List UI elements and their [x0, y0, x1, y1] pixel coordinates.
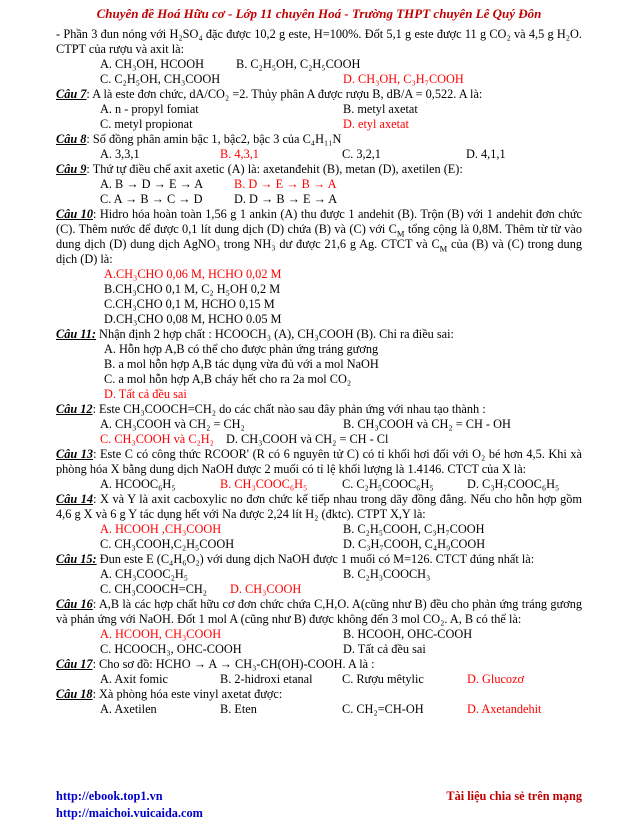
question-18: [56, 687, 582, 702]
question-text: : Este CH₃COOCH=CH₂ do các chất nào sau đây phản ứng với nhau tạo thành :: [92, 401, 486, 416]
option-a: A. CH₃OH, HCOOH: [100, 56, 205, 71]
option-d: D. etyl axetat: [343, 116, 409, 131]
q14-options-row-1: [56, 522, 582, 537]
question-7: [56, 87, 582, 102]
option-d: D. CH₃COOH và CH₂ = CH - Cl: [226, 431, 389, 446]
question-label: Câu 11:: [56, 326, 96, 341]
question-label: Câu 10: [56, 206, 93, 221]
option-a: A. CH₃COOH và CH₂ = CH₂: [100, 416, 245, 431]
question-12: [56, 402, 582, 417]
question-text: : Thứ tự điều chế axit axetic (A) là: axetanđehit (B), metan (D), axetilen (E):: [86, 161, 463, 176]
option-c: C. CH₃COOH,C₂H₅COOH: [100, 536, 235, 551]
question-text: Nhận định 2 hợp chất : HCOOCH₃ (A), CH₃COOH (B). Chỉ ra điều sai:: [95, 326, 454, 341]
intro-options-row-2: [56, 72, 582, 87]
question-16: [56, 597, 582, 627]
option-d: D. Tất cả đều sai: [104, 386, 187, 401]
question-label: Câu 7: [56, 86, 87, 101]
question-text: : A là este đơn chức, dA/CO₂ =2. Thủy phân A được rượu B, dB/A = 0,522. A là:: [86, 86, 483, 101]
q15-options-row-2: [56, 582, 582, 597]
option-d: D. Glucozơ: [467, 671, 525, 686]
question-label: Câu 18: [56, 686, 93, 701]
option-c: C. C₂H₅COOC₆H₅: [342, 476, 434, 491]
footer-link-maichoi[interactable]: http://maichoi.vuicaida.com: [56, 805, 203, 820]
option-d: D. Axetandehit: [467, 701, 542, 716]
option-b: B. 4,3,1: [220, 146, 259, 161]
question-text: : A,B là các hợp chất hữu cơ đơn chức chứa C,H,O. A(cũng như B) đều cho phản ứng tráng gương và phản ứng với NaOH. Đốt 1 mol A (cũng như B) được không đến 3 mol CO₂. A, B có thể là:: [56, 596, 582, 626]
question-text: Đun este E (C₄H₆O₂) với dung dịch NaOH được 1 muối có M=126. CTCT đúng nhất là:: [96, 551, 535, 566]
option-a: A. HCOOH, CH₃COOH: [100, 626, 222, 641]
question-9: [56, 162, 582, 177]
document-page: [56, 6, 582, 717]
question-label: Câu 8: [56, 131, 87, 146]
q12-options-row-2: [56, 432, 582, 447]
q18-options: [56, 702, 582, 717]
option-b: B. Eten: [220, 701, 257, 716]
question-10: [56, 207, 582, 267]
q12-options-row-1: [56, 417, 582, 432]
question-13: [56, 447, 582, 477]
question-11: [56, 327, 582, 342]
option-b: B. C₂H₅COOH, C₃H₇COOH: [343, 521, 485, 536]
question-text: : Xà phòng hóa este vinyl axetat được:: [92, 686, 283, 701]
question-text: : Hidro hóa hoàn toàn 1,56 g 1 ankin (A) thu được 1 andehit (B). Trộn (B) với 1 andehit đơn chức (C). Thêm nước để được 0,1 lít dung dịch (D) chứa (B) và (C) với C: [56, 206, 583, 236]
option-a: A. Axit fomic: [100, 671, 168, 686]
option-c: C. CH₃COOH và C₂H₂: [100, 431, 214, 446]
q7-options-row-2: [56, 117, 582, 132]
question-text: : Số đồng phân amin bậc 1, bậc2, bậc 3 của C₄H₁₁N: [86, 131, 342, 146]
intro-options-row-1: [56, 57, 582, 72]
option-c: C.CH₃CHO 0,1 M, HCHO 0,15 M: [104, 296, 275, 311]
option-b: B. CH₃COOH và CH₂ = CH - OH: [343, 416, 511, 431]
question-label: Câu 13: [56, 446, 94, 461]
footer-link-ebook[interactable]: http://ebook.top1.vn: [56, 789, 163, 803]
question-text: : Este C có công thức RCOOR' (R có 6 nguyên tử C) có tỉ khối hơi đối với O₂ bé hơn 4,5. Khi xà phòng hóa X bằng dung dịch NaOH được 2 muối có tỉ lệ khối lượng là 1.4146. CTCT của X là:: [56, 446, 583, 476]
question-text: : Cho sơ đồ: HCHO → A → CH₃-CH(OH)-COOH. A là :: [92, 656, 375, 671]
question-label: Câu 15:: [56, 551, 97, 566]
question-label: Câu 12: [56, 401, 93, 416]
question-8: [56, 132, 582, 147]
question-text-2: tổng cộng là 0,8M. Thêm từ từ vào dung dịch (D) dung dịch AgNO₃ trong NH₃ dư được 21,6 g Ag. CTCT và C: [56, 221, 582, 251]
option-c: C. 3,2,1: [342, 146, 381, 161]
q16-options-row-1: [56, 627, 582, 642]
option-d: D. C₃H₇COOH, C₄H₉COOH: [343, 536, 486, 551]
option-d: D. CH₃COOH: [230, 581, 302, 596]
subscript: M: [439, 243, 448, 254]
option-c: C. A → B → C → D: [100, 191, 203, 206]
q17-options: [56, 672, 582, 687]
question-14: [56, 492, 582, 522]
option-d: D. CH₃OH, C₃H₇COOH: [343, 71, 464, 86]
question-label: Câu 9: [56, 161, 87, 176]
q16-options-row-2: [56, 642, 582, 657]
q9-options-row-2: [56, 192, 582, 207]
q14-options-row-2: [56, 537, 582, 552]
question-label: Câu 14: [56, 491, 94, 506]
q10-options: [56, 267, 582, 327]
option-d: D. D → B → E → A: [234, 191, 338, 206]
option-a: A. n - propyl fomiat: [100, 101, 199, 116]
option-c: C. Rượu mêtylic: [342, 671, 424, 686]
q7-options-row-1: [56, 102, 582, 117]
option-c: C. a mol hỗn hợp A,B cháy hết cho ra 2a mol CO₂: [104, 371, 352, 386]
question-label: Câu 16: [56, 596, 93, 611]
option-c: C. CH₃COOCH=CH₂: [100, 581, 208, 596]
option-a: A. HCOOH ,CH₃COOH: [100, 521, 222, 536]
option-b: B. D → E → B → A: [234, 176, 337, 191]
question-label: Câu 17: [56, 656, 93, 671]
option-c: C. C₂H₅OH, CH₃COOH: [100, 71, 221, 86]
option-c: C. CH₂=CH-OH: [342, 701, 424, 716]
option-b: B. CH₃COOC₆H₅: [220, 476, 308, 491]
option-a: A.CH₃CHO 0,06 M, HCHO 0,02 M: [104, 266, 282, 281]
q9-options-row-1: [56, 177, 582, 192]
option-b: B. C₂H₅OH, C₂H₅COOH: [236, 56, 361, 71]
option-a: A. HCOOC₆H₅: [100, 476, 176, 491]
option-d: D. C₃H₇COOC₆H₅: [467, 476, 560, 491]
q13-options: [56, 477, 582, 492]
option-d: D. 4,1,1: [466, 146, 506, 161]
option-b: B. a mol hỗn hợp A,B tác dụng vừa đủ với a mol NaOH: [104, 356, 379, 371]
option-c: C. metyl propionat: [100, 116, 193, 131]
option-a: A. Hỗn hợp A,B có thể cho được phản ứng tráng gương: [104, 341, 379, 356]
option-b: B. C₂H₃COOCH₃: [343, 566, 431, 581]
option-a: A. B → D → E → A: [100, 176, 204, 191]
question-text: : X và Y là axit cacboxylic no đơn chức kế tiếp nhau trong dãy đồng đẳng. Nếu cho hỗn hợp gồm 4,6 g X và 6 g Y tác dụng hết với Na được 2,24 lít H₂ (đktc). CTPT X,Y là:: [56, 491, 582, 521]
option-b: B. metyl axetat: [343, 101, 418, 116]
question-17: [56, 657, 582, 672]
q15-options-row-1: [56, 567, 582, 582]
option-b: B. HCOOH, OHC-COOH: [343, 626, 473, 641]
subscript: M: [396, 228, 405, 239]
option-b: B. 2-hidroxi etanal: [220, 671, 313, 686]
option-d: D.CH₃CHO 0,08 M, HCHO 0.05 M: [104, 311, 282, 326]
option-a: A. CH₃COOC₂H₅: [100, 566, 189, 581]
option-a: A. 3,3,1: [100, 146, 140, 161]
footer-note: Tài liệu chia sẻ trên mạng: [446, 789, 582, 803]
question-15: [56, 552, 582, 567]
option-a: A. Axetilen: [100, 701, 157, 716]
option-c: C. HCOOCH₃, OHC-COOH: [100, 641, 242, 656]
page-header: Chuyên đề Hoá Hữu cơ - Lớp 11 chuyên Hoá - Trường THPT chuyên Lê Quý Đôn: [96, 6, 542, 21]
option-b: B.CH₃CHO 0,1 M, C₂ H₅OH 0,2 M: [104, 281, 281, 296]
intro-text: - Phần 3 đun nóng với H₂SO₄ đặc được 10,2 g este, H=100%. Đốt 5,1 g este được 11 g CO₂ và 4,5 g H₂O. CTPT của rượu và axit là:: [56, 26, 582, 56]
page-footer: [56, 788, 582, 821]
q8-options: [56, 147, 582, 162]
question-text-3: của (B) và (C) trong dung dịch (D) là:: [56, 236, 583, 266]
option-d: D. Tất cả đều sai: [343, 641, 426, 656]
q11-options: [56, 342, 582, 402]
